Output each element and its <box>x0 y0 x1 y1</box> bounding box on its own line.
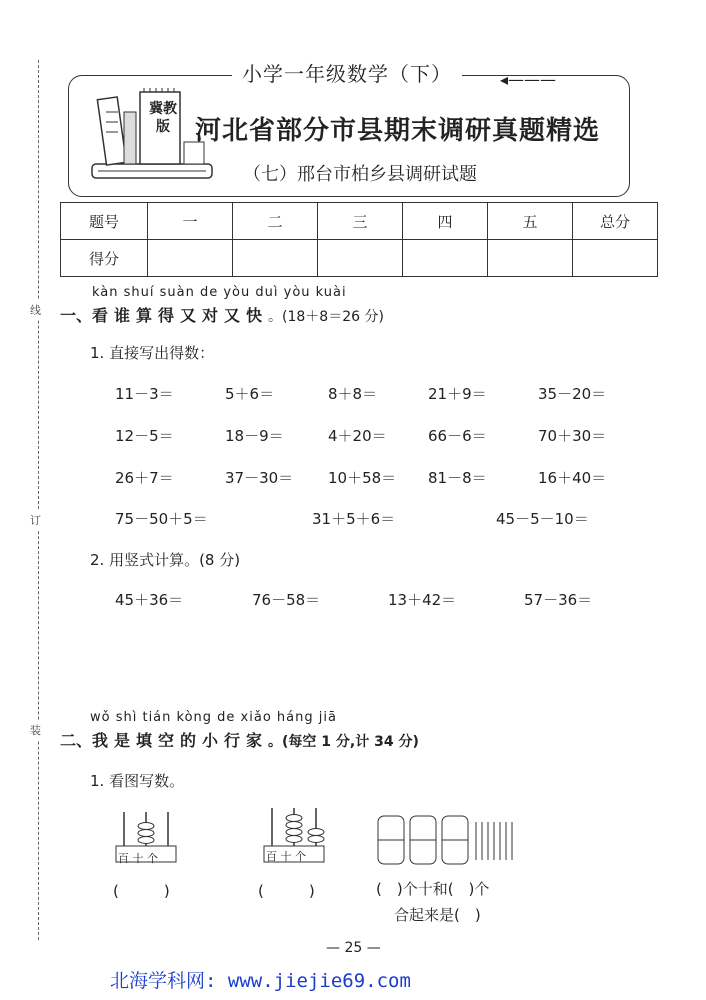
score-cell[interactable] <box>403 240 488 277</box>
score-cell[interactable] <box>233 240 318 277</box>
answer-blank-3[interactable]: ( )个十和( )个 <box>376 880 490 898</box>
margin-mark-line: 线 <box>30 300 41 320</box>
page-number: — 25 — <box>326 940 381 956</box>
section1-heading <box>60 303 384 326</box>
equation: 26＋7＝ <box>115 469 174 487</box>
section2-title: 我是填空的小行家 <box>92 731 269 750</box>
table-cell: 二 <box>233 203 318 240</box>
section2-heading <box>60 728 419 751</box>
equation: 35－20＝ <box>538 385 607 403</box>
equation: 12－5＝ <box>115 427 174 445</box>
equation: 11－3＝ <box>115 385 174 403</box>
answer-blank-4[interactable]: 合起来是( ) <box>394 906 481 924</box>
margin-mark-bind: 订 <box>30 510 41 530</box>
score-table-score-row <box>61 240 658 277</box>
vertical-equation: 13＋42＝ <box>388 591 457 609</box>
equation: 21＋9＝ <box>428 385 487 403</box>
equation: 45－5－10＝ <box>496 510 589 528</box>
equation: 4＋20＝ <box>328 427 387 445</box>
section2-q1: 1. 看图写数。 <box>90 772 185 790</box>
abacus-1-label: 百 十 个 <box>118 852 158 865</box>
footer-watermark: 北海学科网: www.jiejie69.com <box>110 970 411 992</box>
score-cell[interactable] <box>488 240 573 277</box>
equation: 8＋8＝ <box>328 385 378 403</box>
equation: 66－6＝ <box>428 427 487 445</box>
section1-q1: 1. 直接写出得数： <box>90 344 215 362</box>
score-cell[interactable] <box>318 240 403 277</box>
score-cell[interactable] <box>573 240 658 277</box>
table-cell: 一 <box>148 203 233 240</box>
section1-q2: 2. 用竖式计算。(8 分) <box>90 551 241 569</box>
equation: 70＋30＝ <box>538 427 607 445</box>
stick-bundles-icon <box>372 808 522 868</box>
vertical-equation: 76－58＝ <box>252 591 321 609</box>
equation: 31＋5＋6＝ <box>312 510 396 528</box>
main-title: 河北省部分市县期末调研真题精选 <box>195 116 601 146</box>
section1-pinyin: kàn shuí suàn de yòu duì yòu kuài <box>92 285 347 300</box>
table-cell: 总分 <box>573 203 658 240</box>
table-cell: 五 <box>488 203 573 240</box>
equation: 37－30＝ <box>225 469 294 487</box>
equation: 5＋6＝ <box>225 385 275 403</box>
score-table <box>60 202 658 277</box>
edition-badge: 冀教版 <box>149 101 177 135</box>
answer-blank-2[interactable]: ( ) <box>258 882 315 900</box>
equation: 10＋58＝ <box>328 469 397 487</box>
section1-number: 一、 <box>60 306 93 325</box>
table-cell: 三 <box>318 203 403 240</box>
binding-line <box>38 60 39 940</box>
series-title: 小学一年级数学（下） <box>232 58 462 87</box>
table-cell: 题号 <box>61 203 148 240</box>
section2-pinyin: wǒ shì tián kòng de xiǎo háng jiā <box>90 710 337 725</box>
equation: 81－8＝ <box>428 469 487 487</box>
margin-mark-install: 装 <box>30 720 41 740</box>
vertical-equation: 57－36＝ <box>524 591 593 609</box>
equation: 75－50＋5＝ <box>115 510 208 528</box>
score-cell[interactable] <box>148 240 233 277</box>
table-cell: 得分 <box>61 240 148 277</box>
equation: 16＋40＝ <box>538 469 607 487</box>
vertical-equation: 45＋36＝ <box>115 591 184 609</box>
section2-score: 。(每空 1 分,计 34 分) <box>268 734 419 750</box>
abacus-2-label: 百 十 个 <box>266 850 306 863</box>
subtitle: （七）邢台市柏乡县调研试题 <box>243 164 477 185</box>
table-cell: 四 <box>403 203 488 240</box>
answer-blank-1[interactable]: ( ) <box>113 882 170 900</box>
score-table-header-row <box>61 203 658 240</box>
section1-score: 。(18＋8＝26 分) <box>268 309 384 325</box>
arrow-left-icon: ◂——— <box>500 70 557 89</box>
equation: 18－9＝ <box>225 427 284 445</box>
section1-title: 看谁算得又对又快 <box>92 306 269 325</box>
section2-number: 二、 <box>60 731 93 750</box>
